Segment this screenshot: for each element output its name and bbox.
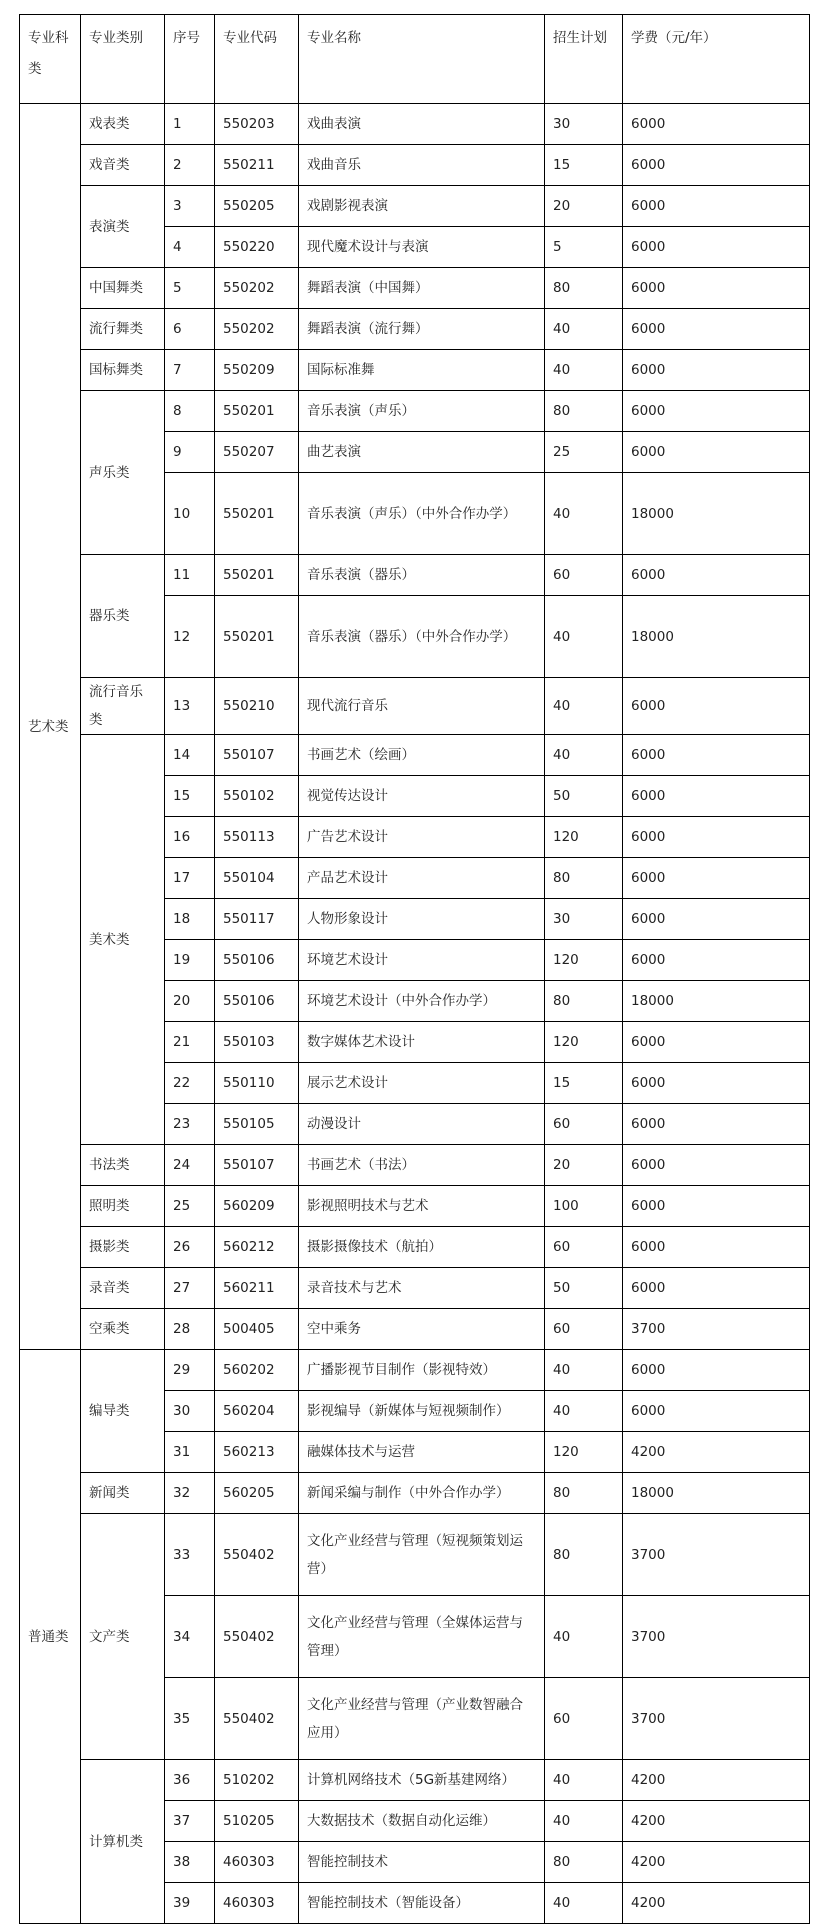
- code-cell: 460303: [215, 1842, 299, 1883]
- name-cell: 广告艺术设计: [299, 817, 545, 858]
- name-cell: 曲艺表演: [299, 432, 545, 473]
- code-cell: 550402: [215, 1514, 299, 1596]
- code-cell: 550104: [215, 858, 299, 899]
- type-cell: 文产类: [81, 1514, 165, 1760]
- fee-cell: 6000: [623, 1391, 810, 1432]
- name-cell: 音乐表演（器乐）: [299, 555, 545, 596]
- fee-cell: 6000: [623, 1186, 810, 1227]
- fee-cell: 6000: [623, 555, 810, 596]
- name-cell: 现代流行音乐: [299, 678, 545, 735]
- type-cell: 戏音类: [81, 145, 165, 186]
- table-row: [20, 104, 810, 145]
- table-row: [20, 1268, 810, 1309]
- name-cell: 影视照明技术与艺术: [299, 1186, 545, 1227]
- no-cell: 7: [165, 350, 215, 391]
- no-cell: 34: [165, 1596, 215, 1678]
- fee-cell: 6000: [623, 1268, 810, 1309]
- plan-cell: 20: [545, 186, 623, 227]
- fee-cell: 6000: [623, 1104, 810, 1145]
- plan-cell: 80: [545, 268, 623, 309]
- fee-cell: 18000: [623, 596, 810, 678]
- name-cell: 戏剧影视表演: [299, 186, 545, 227]
- type-cell: 戏表类: [81, 104, 165, 145]
- table-row: [20, 1514, 810, 1596]
- fee-cell: 6000: [623, 432, 810, 473]
- fee-cell: 4200: [623, 1432, 810, 1473]
- fee-cell: 18000: [623, 473, 810, 555]
- no-cell: 3: [165, 186, 215, 227]
- plan-cell: 40: [545, 1391, 623, 1432]
- table-row: [20, 555, 810, 596]
- no-cell: 24: [165, 1145, 215, 1186]
- plan-cell: 40: [545, 1883, 623, 1924]
- type-cell: 摄影类: [81, 1227, 165, 1268]
- fee-cell: 6000: [623, 678, 810, 735]
- plan-cell: 120: [545, 940, 623, 981]
- type-cell: 流行舞类: [81, 309, 165, 350]
- name-cell: 摄影摄像技术（航拍）: [299, 1227, 545, 1268]
- name-cell: 智能控制技术（智能设备）: [299, 1883, 545, 1924]
- code-cell: 550203: [215, 104, 299, 145]
- fee-cell: 18000: [623, 981, 810, 1022]
- table-row: [20, 145, 810, 186]
- code-cell: 550402: [215, 1678, 299, 1760]
- no-cell: 23: [165, 1104, 215, 1145]
- plan-cell: 40: [545, 1596, 623, 1678]
- no-cell: 29: [165, 1350, 215, 1391]
- code-cell: 510205: [215, 1801, 299, 1842]
- table-row: [20, 735, 810, 776]
- plan-cell: 30: [545, 899, 623, 940]
- header-plan: 招生计划: [545, 15, 623, 104]
- no-cell: 9: [165, 432, 215, 473]
- table-row: [20, 391, 810, 432]
- no-cell: 22: [165, 1063, 215, 1104]
- no-cell: 28: [165, 1309, 215, 1350]
- code-cell: 560213: [215, 1432, 299, 1473]
- code-cell: 550110: [215, 1063, 299, 1104]
- header-no: 序号: [165, 15, 215, 104]
- plan-cell: 80: [545, 1473, 623, 1514]
- name-cell: 大数据技术（数据自动化运维）: [299, 1801, 545, 1842]
- plan-cell: 40: [545, 473, 623, 555]
- no-cell: 27: [165, 1268, 215, 1309]
- code-cell: 550202: [215, 268, 299, 309]
- fee-cell: 4200: [623, 1883, 810, 1924]
- type-cell: 表演类: [81, 186, 165, 268]
- table-row: [20, 1186, 810, 1227]
- fee-cell: 4200: [623, 1760, 810, 1801]
- table-row: [20, 1309, 810, 1350]
- type-cell: 书法类: [81, 1145, 165, 1186]
- no-cell: 19: [165, 940, 215, 981]
- plan-cell: 60: [545, 1678, 623, 1760]
- name-cell: 视觉传达设计: [299, 776, 545, 817]
- type-cell: 录音类: [81, 1268, 165, 1309]
- table-header-row: [20, 15, 810, 104]
- no-cell: 25: [165, 1186, 215, 1227]
- plan-cell: 50: [545, 1268, 623, 1309]
- fee-cell: 3700: [623, 1678, 810, 1760]
- enrollment-plan-table: [19, 14, 810, 1924]
- plan-cell: 60: [545, 555, 623, 596]
- name-cell: 国际标准舞: [299, 350, 545, 391]
- fee-cell: 6000: [623, 1145, 810, 1186]
- plan-cell: 40: [545, 350, 623, 391]
- no-cell: 31: [165, 1432, 215, 1473]
- plan-cell: 100: [545, 1186, 623, 1227]
- code-cell: 560211: [215, 1268, 299, 1309]
- type-cell: 中国舞类: [81, 268, 165, 309]
- plan-cell: 40: [545, 1801, 623, 1842]
- code-cell: 500405: [215, 1309, 299, 1350]
- header-category: 专业科类: [20, 15, 81, 104]
- name-cell: 空中乘务: [299, 1309, 545, 1350]
- header-code: 专业代码: [215, 15, 299, 104]
- type-cell: 空乘类: [81, 1309, 165, 1350]
- plan-cell: 40: [545, 309, 623, 350]
- no-cell: 14: [165, 735, 215, 776]
- name-cell: 计算机网络技术（5G新基建网络）: [299, 1760, 545, 1801]
- code-cell: 560204: [215, 1391, 299, 1432]
- code-cell: 550117: [215, 899, 299, 940]
- code-cell: 550105: [215, 1104, 299, 1145]
- fee-cell: 6000: [623, 1350, 810, 1391]
- name-cell: 智能控制技术: [299, 1842, 545, 1883]
- code-cell: 560209: [215, 1186, 299, 1227]
- code-cell: 550106: [215, 981, 299, 1022]
- type-cell: 流行音乐类: [81, 678, 165, 735]
- no-cell: 33: [165, 1514, 215, 1596]
- code-cell: 550201: [215, 391, 299, 432]
- name-cell: 书画艺术（绘画）: [299, 735, 545, 776]
- fee-cell: 6000: [623, 391, 810, 432]
- plan-cell: 80: [545, 1842, 623, 1883]
- name-cell: 广播影视节目制作（影视特效）: [299, 1350, 545, 1391]
- code-cell: 460303: [215, 1883, 299, 1924]
- code-cell: 550205: [215, 186, 299, 227]
- plan-cell: 120: [545, 817, 623, 858]
- name-cell: 舞蹈表演（中国舞）: [299, 268, 545, 309]
- plan-cell: 40: [545, 678, 623, 735]
- table-row: [20, 186, 810, 227]
- table-row: [20, 268, 810, 309]
- plan-cell: 40: [545, 596, 623, 678]
- plan-cell: 30: [545, 104, 623, 145]
- fee-cell: 6000: [623, 940, 810, 981]
- code-cell: 550107: [215, 1145, 299, 1186]
- name-cell: 动漫设计: [299, 1104, 545, 1145]
- no-cell: 20: [165, 981, 215, 1022]
- fee-cell: 6000: [623, 735, 810, 776]
- plan-cell: 120: [545, 1022, 623, 1063]
- no-cell: 16: [165, 817, 215, 858]
- code-cell: 550107: [215, 735, 299, 776]
- type-cell: 照明类: [81, 1186, 165, 1227]
- type-cell: 器乐类: [81, 555, 165, 678]
- name-cell: 现代魔术设计与表演: [299, 227, 545, 268]
- no-cell: 1: [165, 104, 215, 145]
- no-cell: 12: [165, 596, 215, 678]
- type-cell: 声乐类: [81, 391, 165, 555]
- fee-cell: 6000: [623, 776, 810, 817]
- name-cell: 数字媒体艺术设计: [299, 1022, 545, 1063]
- header-type: 专业类别: [81, 15, 165, 104]
- table-body: [20, 104, 810, 1924]
- table-row: [20, 309, 810, 350]
- name-cell: 融媒体技术与运营: [299, 1432, 545, 1473]
- fee-cell: 18000: [623, 1473, 810, 1514]
- no-cell: 10: [165, 473, 215, 555]
- code-cell: 550103: [215, 1022, 299, 1063]
- no-cell: 26: [165, 1227, 215, 1268]
- table-row: [20, 1473, 810, 1514]
- name-cell: 音乐表演（器乐）（中外合作办学）: [299, 596, 545, 678]
- code-cell: 550220: [215, 227, 299, 268]
- plan-cell: 60: [545, 1227, 623, 1268]
- table-row: [20, 350, 810, 391]
- category-cell: 普通类: [20, 1350, 81, 1924]
- header-fee: 学费（元/年）: [623, 15, 810, 104]
- fee-cell: 6000: [623, 309, 810, 350]
- plan-cell: 80: [545, 391, 623, 432]
- code-cell: 550210: [215, 678, 299, 735]
- fee-cell: 4200: [623, 1801, 810, 1842]
- fee-cell: 6000: [623, 350, 810, 391]
- name-cell: 音乐表演（声乐）（中外合作办学）: [299, 473, 545, 555]
- plan-cell: 5: [545, 227, 623, 268]
- no-cell: 36: [165, 1760, 215, 1801]
- code-cell: 550201: [215, 596, 299, 678]
- table-row: [20, 1145, 810, 1186]
- type-cell: 新闻类: [81, 1473, 165, 1514]
- plan-cell: 120: [545, 1432, 623, 1473]
- name-cell: 书画艺术（书法）: [299, 1145, 545, 1186]
- code-cell: 550202: [215, 309, 299, 350]
- table-row: [20, 1350, 810, 1391]
- code-cell: 510202: [215, 1760, 299, 1801]
- no-cell: 37: [165, 1801, 215, 1842]
- code-cell: 550402: [215, 1596, 299, 1678]
- name-cell: 产品艺术设计: [299, 858, 545, 899]
- plan-cell: 15: [545, 145, 623, 186]
- table-row: [20, 1227, 810, 1268]
- table-row: [20, 678, 810, 735]
- code-cell: 560212: [215, 1227, 299, 1268]
- no-cell: 11: [165, 555, 215, 596]
- fee-cell: 6000: [623, 186, 810, 227]
- no-cell: 2: [165, 145, 215, 186]
- fee-cell: 6000: [623, 227, 810, 268]
- name-cell: 新闻采编与制作（中外合作办学）: [299, 1473, 545, 1514]
- plan-cell: 25: [545, 432, 623, 473]
- fee-cell: 6000: [623, 268, 810, 309]
- name-cell: 文化产业经营与管理（全媒体运营与管理）: [299, 1596, 545, 1678]
- category-cell: 艺术类: [20, 104, 81, 1350]
- plan-cell: 15: [545, 1063, 623, 1104]
- name-cell: 人物形象设计: [299, 899, 545, 940]
- no-cell: 6: [165, 309, 215, 350]
- no-cell: 17: [165, 858, 215, 899]
- code-cell: 550113: [215, 817, 299, 858]
- plan-cell: 80: [545, 858, 623, 899]
- no-cell: 15: [165, 776, 215, 817]
- fee-cell: 3700: [623, 1596, 810, 1678]
- name-cell: 戏曲音乐: [299, 145, 545, 186]
- code-cell: 550106: [215, 940, 299, 981]
- name-cell: 录音技术与艺术: [299, 1268, 545, 1309]
- fee-cell: 3700: [623, 1514, 810, 1596]
- name-cell: 舞蹈表演（流行舞）: [299, 309, 545, 350]
- code-cell: 550211: [215, 145, 299, 186]
- name-cell: 音乐表演（声乐）: [299, 391, 545, 432]
- fee-cell: 6000: [623, 1063, 810, 1104]
- no-cell: 30: [165, 1391, 215, 1432]
- no-cell: 39: [165, 1883, 215, 1924]
- header-name: 专业名称: [299, 15, 545, 104]
- plan-cell: 50: [545, 776, 623, 817]
- plan-cell: 80: [545, 1514, 623, 1596]
- type-cell: 国标舞类: [81, 350, 165, 391]
- no-cell: 8: [165, 391, 215, 432]
- fee-cell: 6000: [623, 145, 810, 186]
- name-cell: 文化产业经营与管理（短视频策划运营）: [299, 1514, 545, 1596]
- plan-cell: 40: [545, 1350, 623, 1391]
- plan-cell: 40: [545, 1760, 623, 1801]
- name-cell: 戏曲表演: [299, 104, 545, 145]
- fee-cell: 6000: [623, 899, 810, 940]
- no-cell: 38: [165, 1842, 215, 1883]
- type-cell: 编导类: [81, 1350, 165, 1473]
- no-cell: 21: [165, 1022, 215, 1063]
- fee-cell: 3700: [623, 1309, 810, 1350]
- plan-cell: 60: [545, 1104, 623, 1145]
- no-cell: 5: [165, 268, 215, 309]
- type-cell: 计算机类: [81, 1760, 165, 1924]
- name-cell: 展示艺术设计: [299, 1063, 545, 1104]
- code-cell: 550102: [215, 776, 299, 817]
- type-cell: 美术类: [81, 735, 165, 1145]
- table-row: [20, 1760, 810, 1801]
- plan-cell: 40: [545, 735, 623, 776]
- fee-cell: 6000: [623, 817, 810, 858]
- name-cell: 文化产业经营与管理（产业数智融合应用）: [299, 1678, 545, 1760]
- fee-cell: 6000: [623, 104, 810, 145]
- no-cell: 13: [165, 678, 215, 735]
- name-cell: 影视编导（新媒体与短视频制作）: [299, 1391, 545, 1432]
- code-cell: 550201: [215, 555, 299, 596]
- name-cell: 环境艺术设计: [299, 940, 545, 981]
- plan-cell: 80: [545, 981, 623, 1022]
- name-cell: 环境艺术设计（中外合作办学）: [299, 981, 545, 1022]
- fee-cell: 6000: [623, 1022, 810, 1063]
- fee-cell: 6000: [623, 1227, 810, 1268]
- fee-cell: 6000: [623, 858, 810, 899]
- no-cell: 4: [165, 227, 215, 268]
- no-cell: 32: [165, 1473, 215, 1514]
- fee-cell: 4200: [623, 1842, 810, 1883]
- plan-cell: 60: [545, 1309, 623, 1350]
- no-cell: 18: [165, 899, 215, 940]
- plan-cell: 20: [545, 1145, 623, 1186]
- no-cell: 35: [165, 1678, 215, 1760]
- code-cell: 550201: [215, 473, 299, 555]
- code-cell: 560202: [215, 1350, 299, 1391]
- code-cell: 550209: [215, 350, 299, 391]
- code-cell: 550207: [215, 432, 299, 473]
- code-cell: 560205: [215, 1473, 299, 1514]
